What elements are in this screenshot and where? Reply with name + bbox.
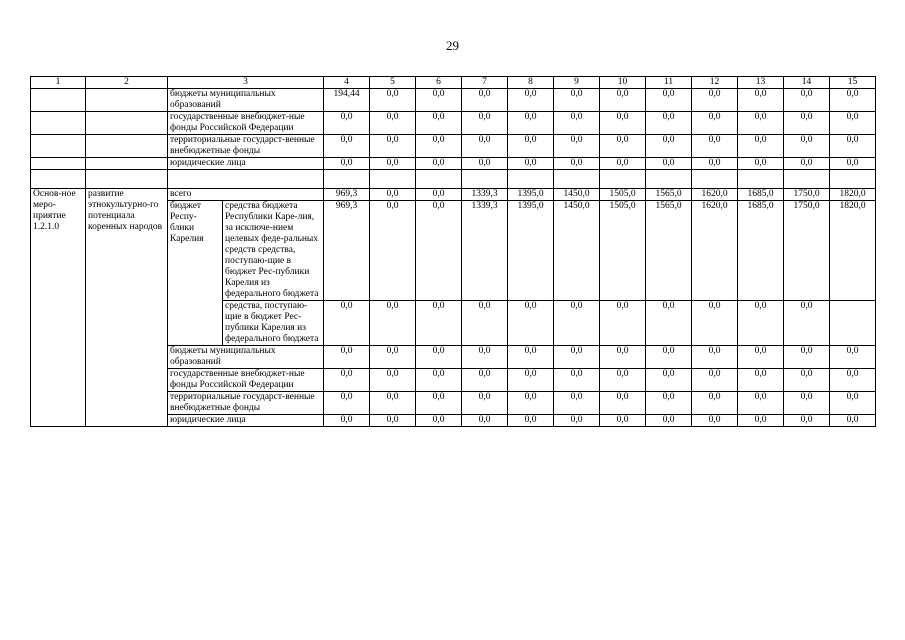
col-header: 4 <box>324 77 370 89</box>
source-label: средства бюджета Республики Каре-лия, за исключе-нием целевых феде-ральных средств средства, поступаю-щие в бюджет Рес-публики Карелия из федерального бюджета <box>223 201 324 301</box>
value-cell: 0,0 <box>830 369 876 392</box>
value-cell: 0,0 <box>416 392 462 415</box>
value-cell: 0,0 <box>554 415 600 427</box>
empty-cell <box>738 170 784 189</box>
value-cell: 0,0 <box>646 301 692 346</box>
value-cell: 0,0 <box>416 112 462 135</box>
col-header: 15 <box>830 77 876 89</box>
value-cell: 0,0 <box>324 369 370 392</box>
value-cell: 0,0 <box>462 392 508 415</box>
value-cell: 0,0 <box>554 112 600 135</box>
value-cell: 0,0 <box>646 135 692 158</box>
col-header: 9 <box>554 77 600 89</box>
value-cell: 0,0 <box>508 369 554 392</box>
empty-cell <box>168 170 324 189</box>
value-cell: 0,0 <box>508 346 554 369</box>
value-cell: 0,0 <box>600 415 646 427</box>
value-cell: 0,0 <box>692 369 738 392</box>
value-cell: 0,0 <box>784 369 830 392</box>
value-cell: 0,0 <box>554 135 600 158</box>
value-cell: 0,0 <box>416 201 462 301</box>
value-cell: 0,0 <box>324 301 370 346</box>
value-cell: 0,0 <box>646 415 692 427</box>
value-cell: 0,0 <box>462 135 508 158</box>
empty-cell <box>462 170 508 189</box>
empty-cell <box>692 170 738 189</box>
value-cell: 0,0 <box>830 346 876 369</box>
source-label: средства, поступаю-щие в бюджет Рес-публики Карелия из федерального бюджета <box>223 301 324 346</box>
value-cell: 0,0 <box>554 301 600 346</box>
value-cell: 0,0 <box>554 89 600 112</box>
value-cell: 0,0 <box>830 135 876 158</box>
value-cell: 0,0 <box>554 158 600 170</box>
value-cell: 0,0 <box>324 112 370 135</box>
empty-cell <box>86 158 168 170</box>
value-cell: 0,0 <box>830 112 876 135</box>
value-cell: 969,3 <box>324 201 370 301</box>
value-cell: 0,0 <box>554 392 600 415</box>
value-cell: 0,0 <box>462 415 508 427</box>
activity-code: Основ-ное меро-приятие 1.2.1.0 <box>31 189 86 427</box>
col-header: 8 <box>508 77 554 89</box>
empty-cell <box>600 170 646 189</box>
value-cell: 0,0 <box>830 158 876 170</box>
value-cell: 0,0 <box>692 112 738 135</box>
value-cell: 0,0 <box>692 135 738 158</box>
value-cell: 969,3 <box>324 189 370 201</box>
empty-cell <box>86 89 168 112</box>
empty-cell <box>784 170 830 189</box>
table-row <box>31 158 876 170</box>
value-cell: 0,0 <box>600 301 646 346</box>
value-cell: 1395,0 <box>508 201 554 301</box>
col-header: 2 <box>86 77 168 89</box>
value-cell: 0,0 <box>370 135 416 158</box>
value-cell: 1505,0 <box>600 201 646 301</box>
value-cell: 0,0 <box>784 392 830 415</box>
value-cell: 1620,0 <box>692 189 738 201</box>
empty-cell <box>31 89 86 112</box>
source-label: юридические лица <box>168 415 324 427</box>
value-cell: 0,0 <box>646 369 692 392</box>
value-cell: 1820,0 <box>830 201 876 301</box>
value-cell: 1450,0 <box>554 201 600 301</box>
value-cell: 0,0 <box>784 112 830 135</box>
value-cell: 0,0 <box>784 135 830 158</box>
source-label: юридические лица <box>168 158 324 170</box>
source-label: территориальные государст-венные внебюджетные фонды <box>168 392 324 415</box>
value-cell: 0,0 <box>416 135 462 158</box>
value-cell: 1565,0 <box>646 189 692 201</box>
table-row <box>31 189 876 201</box>
value-cell: 0,0 <box>416 301 462 346</box>
value-cell: 0,0 <box>554 346 600 369</box>
value-cell: 0,0 <box>508 158 554 170</box>
empty-cell <box>324 170 370 189</box>
value-cell: 0,0 <box>738 301 784 346</box>
budget-table <box>30 76 876 427</box>
value-cell: 0,0 <box>784 415 830 427</box>
value-cell: 0,0 <box>462 369 508 392</box>
value-cell: 0,0 <box>508 301 554 346</box>
value-cell: 1565,0 <box>646 201 692 301</box>
value-cell: 1685,0 <box>738 189 784 201</box>
source-label: государственные внебюджет-ные фонды Российской Федерации <box>168 369 324 392</box>
value-cell: 0,0 <box>508 392 554 415</box>
value-cell: 0,0 <box>462 112 508 135</box>
value-cell <box>830 301 876 346</box>
value-cell: 0,0 <box>324 158 370 170</box>
activity-name: развитие этнокультурно-го потенциала коренных народов <box>86 189 168 427</box>
value-cell: 0,0 <box>600 346 646 369</box>
value-cell: 0,0 <box>830 415 876 427</box>
value-cell: 0,0 <box>324 415 370 427</box>
value-cell: 0,0 <box>416 158 462 170</box>
value-cell: 0,0 <box>370 158 416 170</box>
value-cell: 0,0 <box>370 112 416 135</box>
spacer-row <box>31 170 876 189</box>
empty-cell <box>86 135 168 158</box>
value-cell: 0,0 <box>370 369 416 392</box>
value-cell: 0,0 <box>692 89 738 112</box>
source-label: государственные внебюджет-ные фонды Российской Федерации <box>168 112 324 135</box>
value-cell: 1339,3 <box>462 201 508 301</box>
value-cell: 0,0 <box>784 301 830 346</box>
value-cell: 0,0 <box>370 189 416 201</box>
value-cell: 194,44 <box>324 89 370 112</box>
value-cell: 0,0 <box>416 346 462 369</box>
value-cell: 0,0 <box>646 89 692 112</box>
empty-cell <box>416 170 462 189</box>
value-cell: 0,0 <box>738 158 784 170</box>
value-cell: 0,0 <box>554 369 600 392</box>
value-cell: 0,0 <box>370 392 416 415</box>
value-cell: 0,0 <box>462 346 508 369</box>
col-header: 12 <box>692 77 738 89</box>
value-cell: 0,0 <box>600 135 646 158</box>
value-cell: 0,0 <box>646 158 692 170</box>
value-cell: 0,0 <box>738 135 784 158</box>
value-cell: 0,0 <box>370 301 416 346</box>
col-header: 1 <box>31 77 86 89</box>
col-header: 10 <box>600 77 646 89</box>
value-cell: 0,0 <box>600 369 646 392</box>
value-cell: 0,0 <box>370 415 416 427</box>
empty-cell <box>508 170 554 189</box>
col-header: 7 <box>462 77 508 89</box>
value-cell: 0,0 <box>462 301 508 346</box>
header-row <box>31 77 876 89</box>
value-cell: 0,0 <box>784 89 830 112</box>
value-cell: 0,0 <box>646 112 692 135</box>
empty-cell <box>370 170 416 189</box>
empty-cell <box>31 170 86 189</box>
value-cell: 0,0 <box>738 346 784 369</box>
page-number: 29 <box>446 38 459 53</box>
value-cell: 1685,0 <box>738 201 784 301</box>
value-cell: 0,0 <box>738 89 784 112</box>
empty-cell <box>31 158 86 170</box>
value-cell: 0,0 <box>324 392 370 415</box>
value-cell: 0,0 <box>784 158 830 170</box>
value-cell: 0,0 <box>692 158 738 170</box>
value-cell: 1750,0 <box>784 201 830 301</box>
value-cell: 0,0 <box>508 112 554 135</box>
empty-cell <box>31 112 86 135</box>
col-header: 11 <box>646 77 692 89</box>
value-cell: 0,0 <box>462 158 508 170</box>
col-header: 6 <box>416 77 462 89</box>
col-header: 13 <box>738 77 784 89</box>
empty-cell <box>86 112 168 135</box>
value-cell: 1620,0 <box>692 201 738 301</box>
value-cell: 0,0 <box>370 201 416 301</box>
value-cell: 0,0 <box>370 89 416 112</box>
value-cell: 1395,0 <box>508 189 554 201</box>
col-header: 3 <box>168 77 324 89</box>
value-cell: 0,0 <box>646 346 692 369</box>
value-cell: 1750,0 <box>784 189 830 201</box>
value-cell: 0,0 <box>646 392 692 415</box>
value-cell: 0,0 <box>692 415 738 427</box>
value-cell: 0,0 <box>738 112 784 135</box>
value-cell: 0,0 <box>830 392 876 415</box>
budget-rk-label: бюджет Респу-блики Карелия <box>168 201 223 346</box>
table-row <box>31 135 876 158</box>
empty-cell <box>830 170 876 189</box>
empty-cell <box>86 170 168 189</box>
value-cell: 0,0 <box>416 89 462 112</box>
source-label: всего <box>168 189 324 201</box>
value-cell: 0,0 <box>738 392 784 415</box>
value-cell: 0,0 <box>508 135 554 158</box>
source-label: территориальные государст-венные внебюджетные фонды <box>168 135 324 158</box>
empty-cell <box>554 170 600 189</box>
value-cell: 0,0 <box>462 89 508 112</box>
value-cell: 0,0 <box>600 112 646 135</box>
col-header: 5 <box>370 77 416 89</box>
value-cell: 0,0 <box>416 415 462 427</box>
value-cell: 0,0 <box>692 346 738 369</box>
value-cell: 0,0 <box>416 189 462 201</box>
value-cell: 0,0 <box>692 392 738 415</box>
value-cell: 0,0 <box>600 89 646 112</box>
col-header: 14 <box>784 77 830 89</box>
value-cell: 1505,0 <box>600 189 646 201</box>
value-cell: 0,0 <box>600 158 646 170</box>
source-label: бюджеты муниципальных образований <box>168 346 324 369</box>
value-cell: 1339,3 <box>462 189 508 201</box>
empty-cell <box>646 170 692 189</box>
empty-cell <box>31 135 86 158</box>
table-row <box>31 89 876 112</box>
value-cell: 0,0 <box>508 89 554 112</box>
value-cell: 0,0 <box>324 135 370 158</box>
table-row <box>31 112 876 135</box>
value-cell: 0,0 <box>784 346 830 369</box>
value-cell: 0,0 <box>738 415 784 427</box>
value-cell: 0,0 <box>692 301 738 346</box>
value-cell: 0,0 <box>416 369 462 392</box>
value-cell: 0,0 <box>324 346 370 369</box>
value-cell: 0,0 <box>738 369 784 392</box>
value-cell: 1450,0 <box>554 189 600 201</box>
value-cell: 0,0 <box>370 346 416 369</box>
value-cell: 0,0 <box>600 392 646 415</box>
value-cell: 0,0 <box>508 415 554 427</box>
source-label: бюджеты муниципальных образований <box>168 89 324 112</box>
value-cell: 0,0 <box>830 89 876 112</box>
value-cell: 1820,0 <box>830 189 876 201</box>
